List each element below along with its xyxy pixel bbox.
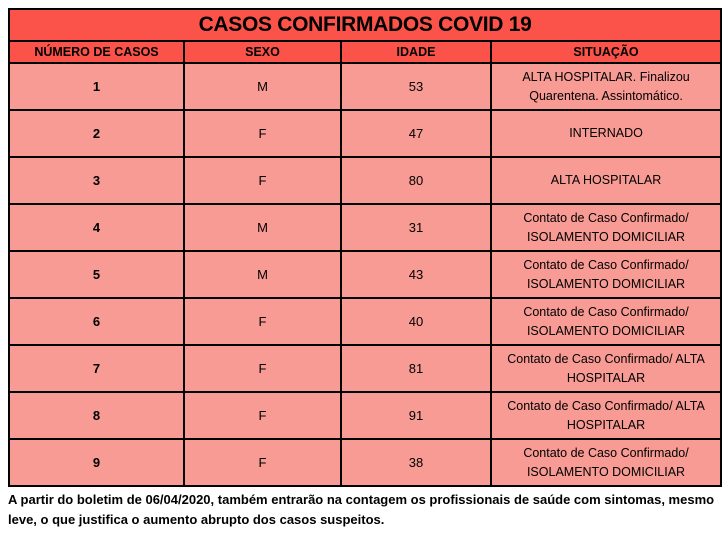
table-row [9, 110, 721, 157]
cell-sexo: M [184, 63, 341, 110]
cell-sexo: F [184, 439, 341, 486]
table-row [9, 204, 721, 251]
cell-sexo: F [184, 298, 341, 345]
cell-numero: 5 [9, 251, 184, 298]
cell-idade: 53 [341, 63, 491, 110]
cell-numero: 4 [9, 204, 184, 251]
table-title: CASOS CONFIRMADOS COVID 19 [9, 9, 721, 41]
cell-sexo: F [184, 392, 341, 439]
cell-sexo: M [184, 251, 341, 298]
title-row [9, 9, 721, 41]
cell-situacao: Contato de Caso Confirmado/ ISOLAMENTO DOMICILIAR [491, 204, 721, 251]
cell-numero: 7 [9, 345, 184, 392]
cell-situacao: INTERNADO [491, 110, 721, 157]
cell-idade: 81 [341, 345, 491, 392]
cell-sexo: F [184, 110, 341, 157]
cell-idade: 80 [341, 157, 491, 204]
cell-idade: 47 [341, 110, 491, 157]
cell-sexo: F [184, 345, 341, 392]
table-row [9, 392, 721, 439]
column-header-sexo: SEXO [184, 41, 341, 63]
footer-note: A partir do boletim de 06/04/2020, também entrarão na contagem os profissionais de saúde com sintomas, mesmo leve, o que justifica o aumento abrupto dos casos suspeitos. [8, 492, 715, 528]
cell-numero: 9 [9, 439, 184, 486]
cell-idade: 43 [341, 251, 491, 298]
cell-idade: 40 [341, 298, 491, 345]
cell-numero: 6 [9, 298, 184, 345]
cell-situacao: Contato de Caso Confirmado/ ISOLAMENTO DOMICILIAR [491, 439, 721, 486]
cell-sexo: F [184, 157, 341, 204]
cell-situacao: Contato de Caso Confirmado/ ALTA HOSPITALAR [491, 392, 721, 439]
cell-situacao: Contato de Caso Confirmado/ ALTA HOSPITALAR [491, 345, 721, 392]
cell-situacao: ALTA HOSPITALAR [491, 157, 721, 204]
cell-situacao: ALTA HOSPITALAR. Finalizou Quarentena. Assintomático. [491, 63, 721, 110]
table-row [9, 251, 721, 298]
table-row [9, 63, 721, 110]
table-row [9, 439, 721, 486]
cell-situacao: Contato de Caso Confirmado/ ISOLAMENTO DOMICILIAR [491, 298, 721, 345]
cell-numero: 1 [9, 63, 184, 110]
column-header-numero-de-casos: NÚMERO DE CASOS [9, 41, 184, 63]
column-header-idade: IDADE [341, 41, 491, 63]
cell-numero: 3 [9, 157, 184, 204]
cell-situacao: Contato de Caso Confirmado/ ISOLAMENTO DOMICILIAR [491, 251, 721, 298]
table-row [9, 345, 721, 392]
cell-numero: 2 [9, 110, 184, 157]
cell-sexo: M [184, 204, 341, 251]
table-row [9, 157, 721, 204]
covid-cases-table [8, 8, 722, 487]
table-row [9, 298, 721, 345]
column-header-row [9, 41, 721, 63]
cell-idade: 91 [341, 392, 491, 439]
cell-idade: 31 [341, 204, 491, 251]
cell-numero: 8 [9, 392, 184, 439]
column-header-situacao: SITUAÇÃO [491, 41, 721, 63]
cell-idade: 38 [341, 439, 491, 486]
